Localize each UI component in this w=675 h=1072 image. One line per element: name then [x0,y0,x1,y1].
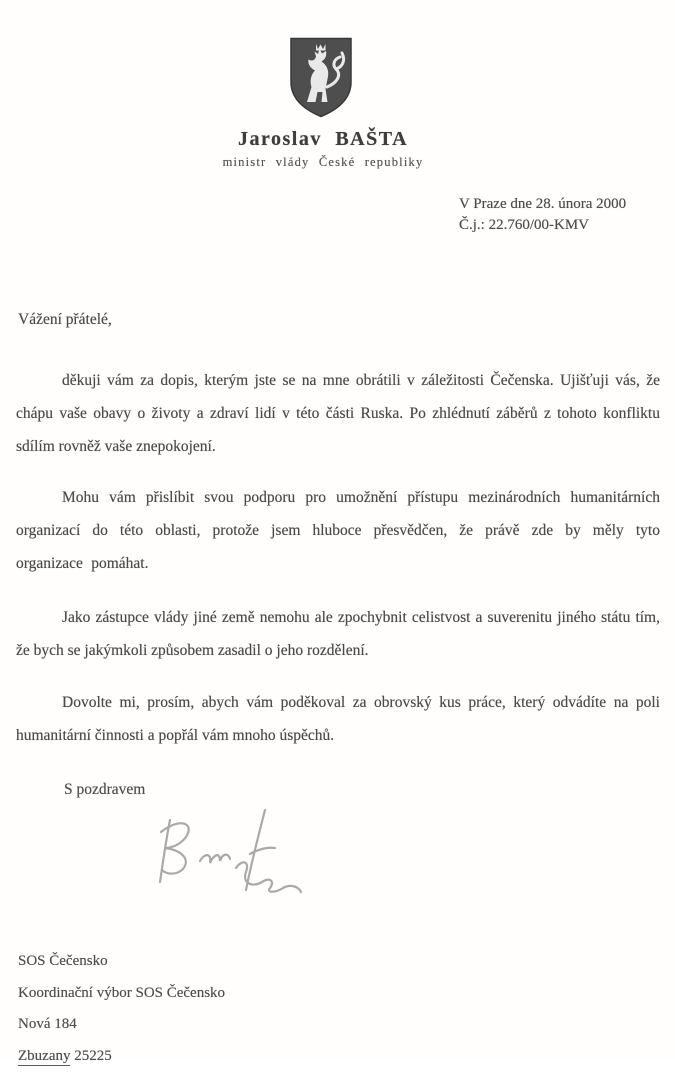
recipient-line-1: SOS Čečensko [18,946,225,978]
recipient-address-block [18,946,225,1072]
closing-salutation: S pozdravem [64,781,145,799]
sender-role: ministr vlády České republiky [0,155,646,170]
place-date: V Praze dne 28. února 2000 [459,194,626,215]
recipient-line-4 [18,1041,225,1072]
paragraph-4: Dovolte mi, prosím, abych vám poděkoval za obrovský kus práce, který odvádíte na poli humanitární činnosti a popřál vám mnoho úspěchů. [16,686,660,752]
reference-number: Č.j.: 22.760/00-KMV [459,215,626,236]
czech-lion-crest-icon [287,36,355,119]
recipient-postal-code: 25225 [74,1048,112,1064]
recipient-city: Zbuzany [18,1048,70,1066]
paragraph-2: Mohu vám přislíbit svou podporu pro umožnění přístupu mezinárodních humanitárních organizací do této oblasti, protože jsem hluboce přesvědčen, že právě zde by měly tyto organizace pomáhat. [16,481,660,580]
paragraph-1: děkuji vám za dopis, kterým jste se na mne obrátili v záležitosti Čečenska. Ujišťuji vás, že chápu vaše obavy o životy a zdraví lidí v této části Ruska. Po zhlédnutí záběrů z tohoto konfliktu sdílím rovněž vaše znepokojení. [16,364,660,463]
handwritten-signature-icon [150,802,315,907]
paragraph-3: Jako zástupce vlády jiné země nemohu ale zpochybnit celistvost a suverenitu jiného státu tím, že bych se jakýmkoli způsobem zasadil o jeho rozdělení. [16,601,660,667]
sender-name: Jaroslav BAŠTA [0,128,646,151]
salutation: Vážení přátelé, [18,311,112,329]
recipient-line-2: Koordinační výbor SOS Čečensko [18,978,225,1010]
recipient-line-3: Nová 184 [18,1009,225,1041]
date-reference-block [459,194,626,236]
